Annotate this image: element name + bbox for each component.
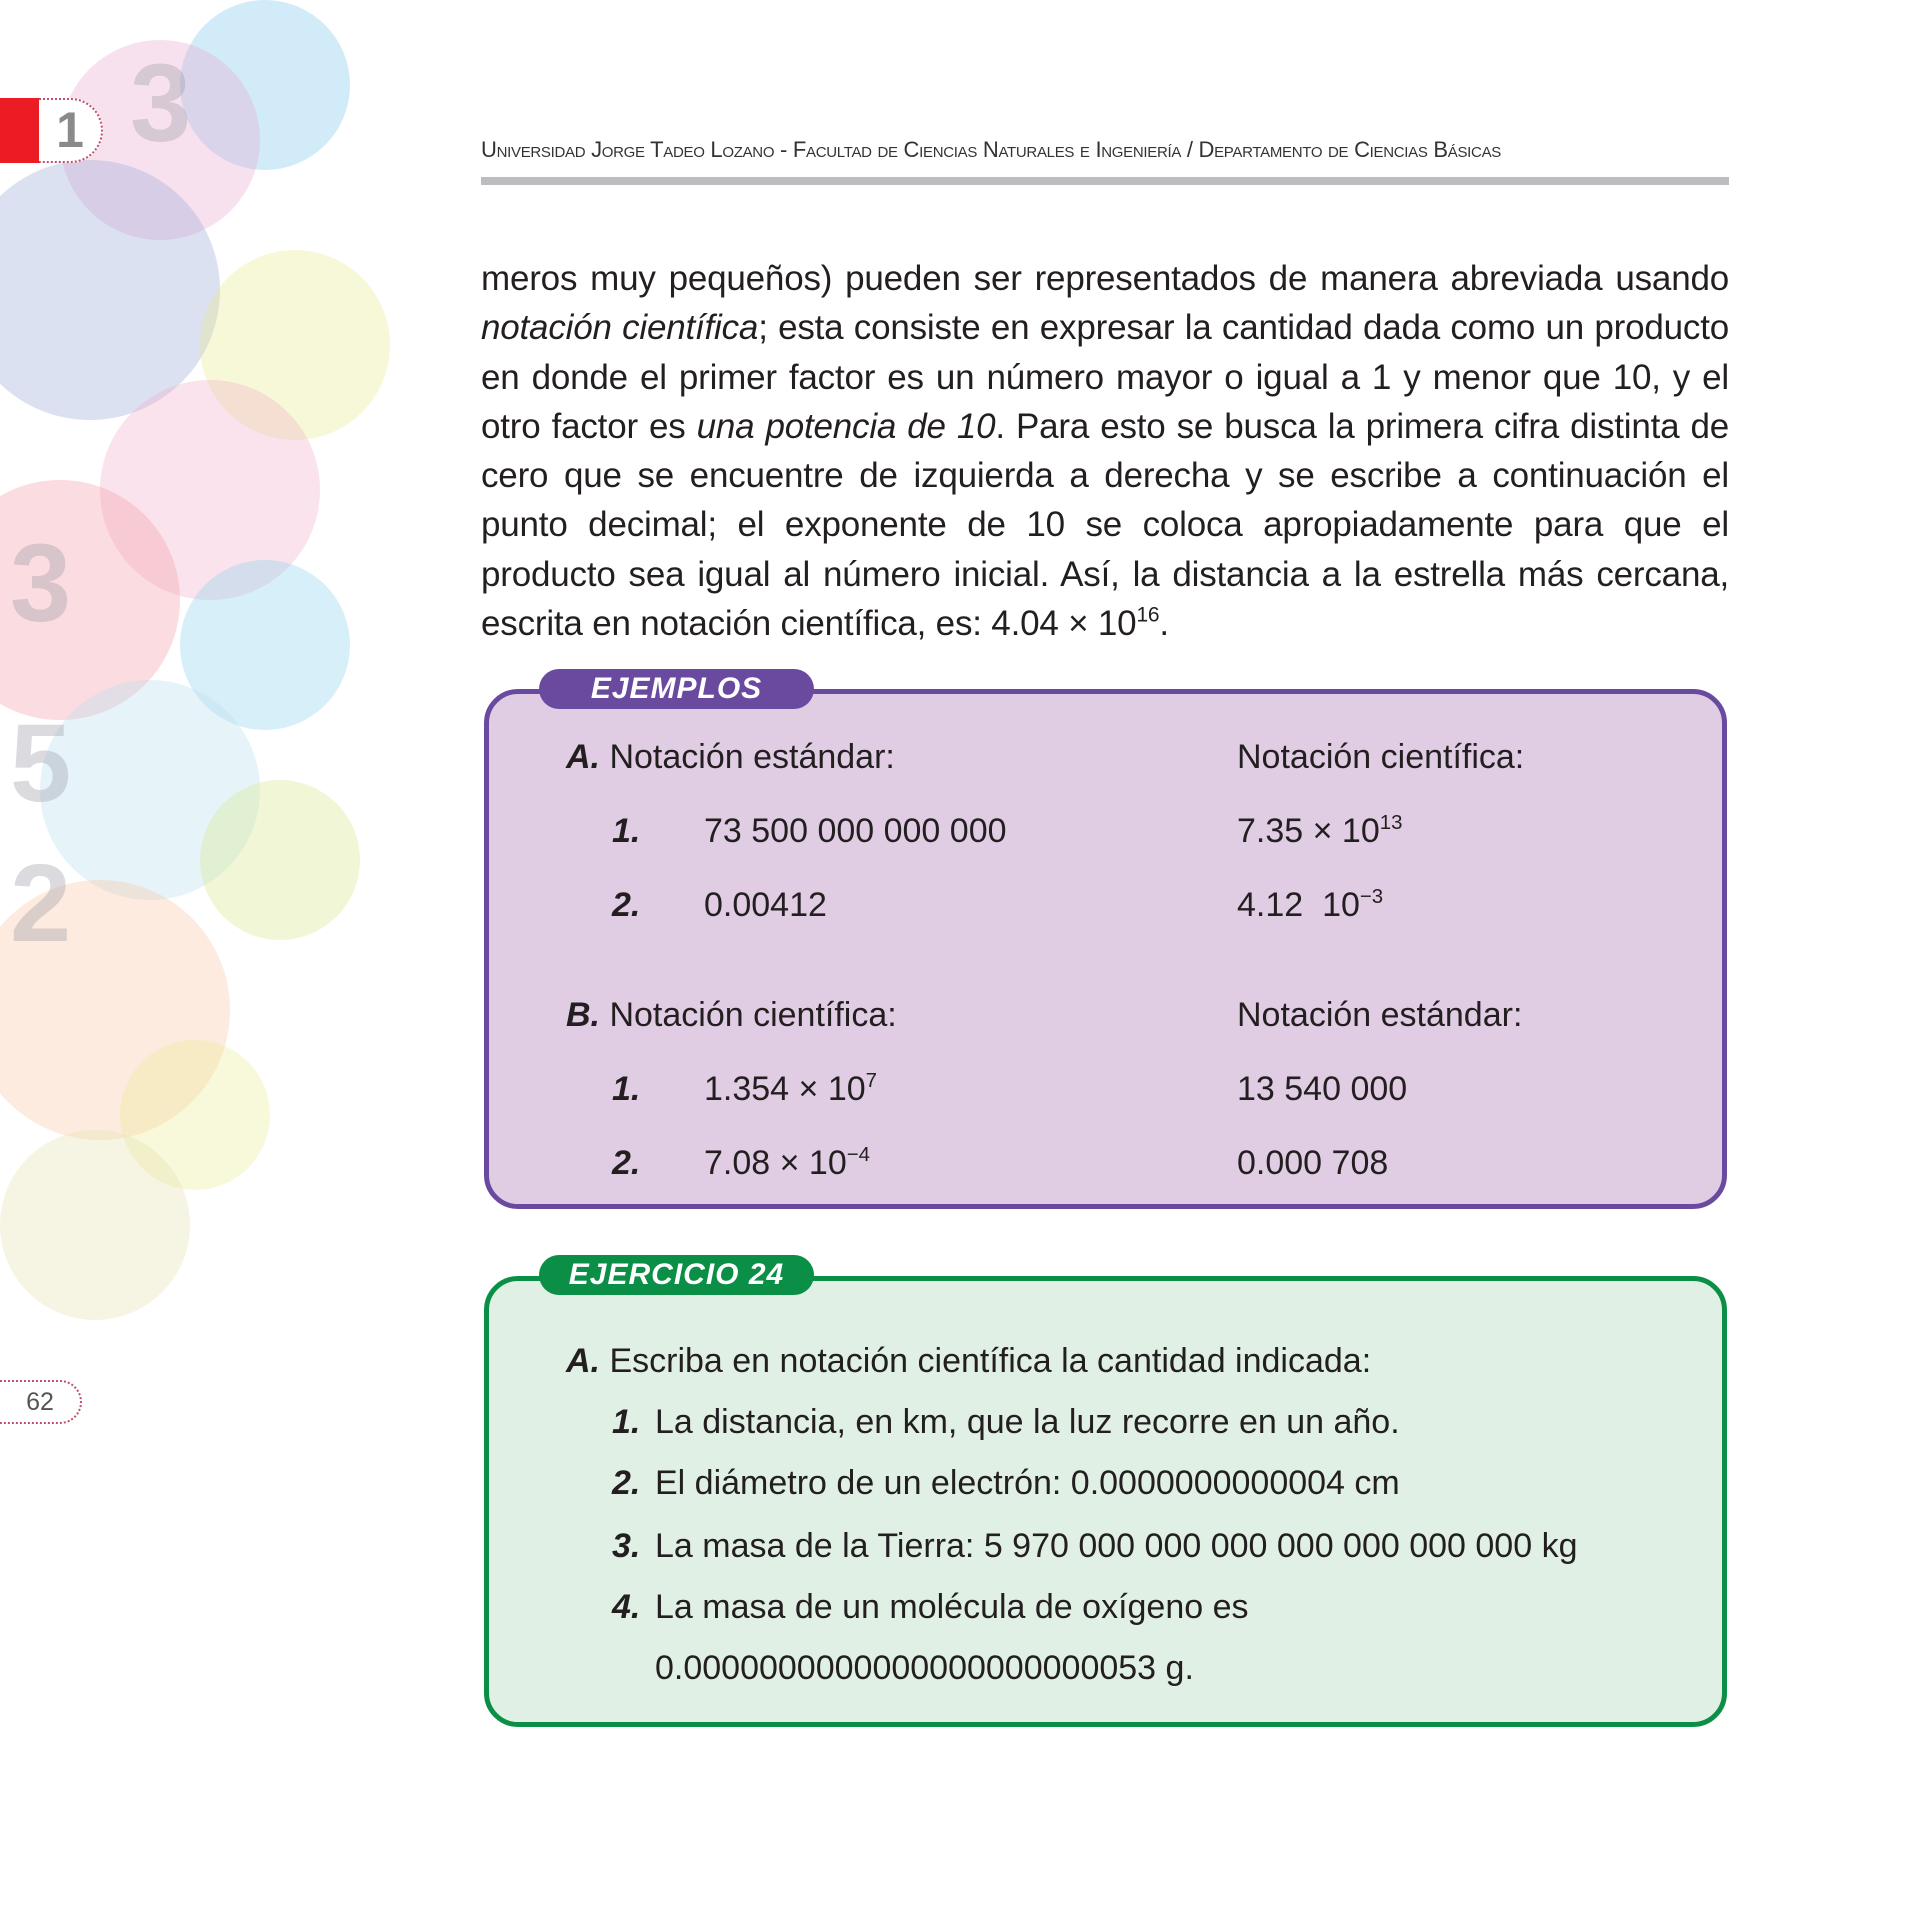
emphasis: una potencia de 10 — [696, 406, 996, 446]
item-number: 2. — [612, 886, 641, 924]
chapter-color-mark — [0, 98, 39, 163]
exercise-item: El diámetro de un electrón: 0.0000000000004 cm — [655, 1464, 1400, 1502]
item-number: 2. — [612, 1464, 641, 1502]
exponent: −4 — [846, 1143, 870, 1166]
scientific-value — [1237, 886, 1383, 925]
exercise-item-continuation: 0.0000000000000000000000053 g. — [655, 1649, 1194, 1687]
item-number: 3. — [612, 1527, 641, 1565]
header-rule — [481, 177, 1729, 185]
ejercicio-title: EJERCICIO 24 — [539, 1255, 814, 1295]
scientific-value — [1237, 812, 1402, 851]
emphasis: notación científica — [481, 308, 759, 348]
standard-value: 13 540 000 — [1237, 1070, 1408, 1108]
exponent: 16 — [1136, 603, 1160, 627]
scientific-value — [704, 1070, 877, 1109]
text: . Para esto se busca la primera cifra distinta de cero que se encuentre de izquierda a derecha y se escribe a continuación el punto decimal; el exponente de 10 se coloca apropiadamente para que el producto sea igual al número inicial. Así, la distancia a la estrella más cercana, escrita en notación científica, es: 4.04 × 10 — [481, 406, 1729, 644]
chapter-number: 1 — [39, 98, 103, 163]
page-number: 62 — [0, 1380, 82, 1424]
item-number: 1. — [612, 1403, 641, 1441]
text: . — [1159, 604, 1169, 644]
exercise-item: La distancia, en km, que la luz recorre en un año. — [655, 1403, 1400, 1441]
label: B. — [566, 996, 600, 1034]
decorative-background: 3 3 5 2 — [0, 0, 400, 1340]
ejercicio-instruction — [566, 1342, 1371, 1381]
instruction-text: Escriba en notación científica la cantidad indicada: — [609, 1342, 1372, 1380]
body-paragraph — [481, 254, 1729, 648]
chapter-tab — [0, 98, 103, 163]
item-number: 1. — [612, 1070, 641, 1108]
heading: Notación científica: — [609, 996, 897, 1034]
label: A. — [566, 1342, 600, 1380]
item-number: 2. — [612, 1144, 641, 1182]
exponent: 7 — [865, 1069, 877, 1092]
running-header: Universidad Jorge Tadeo Lozano - Facultad de Ciencias Naturales e Ingeniería / Departamento de Ciencias Básicas — [481, 137, 1501, 162]
mantissa: 1.354 × 10 — [704, 1070, 866, 1108]
exponent: 13 — [1379, 811, 1403, 834]
ejemplos-b-right-heading: Notación estándar: — [1237, 996, 1523, 1034]
standard-value: 73 500 000 000 000 — [704, 812, 1007, 850]
ejemplos-a-heading — [566, 738, 895, 777]
ejemplos-title: EJEMPLOS — [539, 669, 814, 709]
standard-value: 0.00412 — [704, 886, 827, 924]
standard-value: 0.000 708 — [1237, 1144, 1389, 1182]
exercise-item: La masa de un molécula de oxígeno es — [655, 1588, 1249, 1626]
text: meros muy pequeños) pueden ser representados de manera abreviada usando — [481, 259, 1729, 298]
ejemplos-a-right-heading: Notación científica: — [1237, 738, 1525, 776]
heading: Notación estándar: — [609, 738, 895, 776]
scientific-value — [704, 1144, 870, 1183]
mantissa: 7.35 × 10 — [1237, 812, 1380, 850]
ejemplos-b-heading — [566, 996, 897, 1035]
label: A. — [566, 738, 600, 776]
exercise-item: La masa de la Tierra: 5 970 000 000 000 000 000 000 000 kg — [655, 1527, 1578, 1565]
mantissa: 4.12 10 — [1237, 886, 1360, 924]
text: ; esta consiste en expresar la cantidad dada como un producto en donde el primer factor es un número mayor o igual a 1 y menor que 10, y el otro factor es — [481, 308, 1729, 446]
item-number: 1. — [612, 812, 641, 850]
exponent: −3 — [1359, 885, 1384, 908]
mantissa: 7.08 × 10 — [704, 1144, 847, 1182]
item-number: 4. — [612, 1588, 641, 1626]
